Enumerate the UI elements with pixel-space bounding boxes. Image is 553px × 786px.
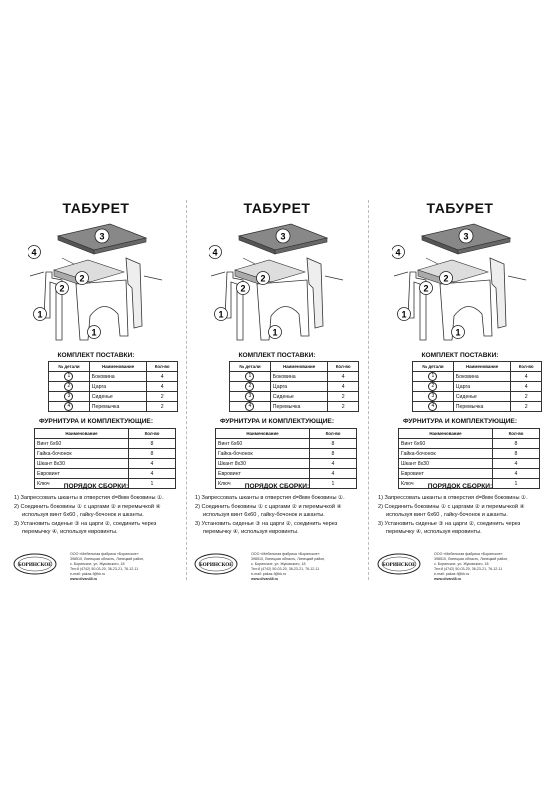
col-header: № детали (413, 362, 454, 372)
stool-assembly-drawing (28, 218, 168, 348)
hardware-name: Винт 6х60 (35, 439, 129, 449)
instruction-panel (8, 198, 184, 593)
table-row (399, 439, 540, 449)
assembly-step: используя винт 6х60 , гайку-бочонок и шканты. (22, 512, 144, 519)
table-row (35, 449, 176, 459)
hardware-qty: 8 (493, 449, 540, 459)
table-row (230, 382, 359, 392)
assembly-step: перемычку ④, используя евровинты. (203, 529, 299, 536)
company-line: 398510, Липецкая область, Липецкий район, (434, 557, 509, 561)
hardware-name: Евровинт (216, 469, 310, 479)
assembly-section-title: ПОРЯДОК СБОРКИ: (244, 483, 310, 490)
hardware-name: Винт 6х60 (399, 439, 493, 449)
hardware-name: Винт 6х60 (216, 439, 310, 449)
company-line: ООО «Мебельная фабрика «Боринское» (251, 552, 320, 556)
part-qty: 2 (511, 402, 542, 412)
col-header: Наименование (453, 362, 511, 372)
hardware-name: Гайка-бочонок (216, 449, 310, 459)
hardware-name: Шкант 8х30 (35, 459, 129, 469)
stool-assembly-drawing (392, 218, 532, 348)
part-name: Царга (89, 382, 147, 392)
part-name: Перемычка (453, 402, 511, 412)
hardware-section-title: ФУРНИТУРА И КОМПЛЕКТУЮЩИЕ: (38, 418, 154, 425)
assembly-step: перемычку ④, используя евровинты. (22, 529, 118, 536)
company-line: 398510, Липецкая область, Липецкий район, (70, 557, 145, 561)
table-row (413, 382, 542, 392)
assembly-step: используя винт 6х60 , гайку-бочонок и шканты. (203, 512, 325, 519)
website-link[interactable]: www.divan48.ru (70, 577, 98, 581)
hardware-name: Ключ (399, 479, 493, 489)
part-number: 4 (49, 402, 90, 412)
part-callout: 1 (37, 309, 43, 320)
logo-text: БОРИНСКОЕ (382, 562, 416, 568)
table-row (35, 469, 176, 479)
part-number: 3 (49, 392, 90, 402)
company-line: с. Боринское, ул. Жуковского, 18 (434, 562, 489, 566)
hardware-qty: 4 (493, 459, 540, 469)
hardware-table (34, 428, 176, 489)
table-row (230, 392, 359, 402)
assembly-section-title: ПОРЯДОК СБОРКИ: (63, 483, 129, 490)
logo-text: БОРИНСКОЕ (199, 562, 233, 568)
part-name: Царга (270, 382, 328, 392)
panel-divider (186, 200, 187, 580)
hardware-qty: 8 (129, 439, 176, 449)
table-row (413, 402, 542, 412)
company-line: e-mail: pakaz-f@bk.ru (70, 572, 106, 576)
hardware-name: Шкант 8х30 (216, 459, 310, 469)
hardware-name: Ключ (216, 479, 310, 489)
panel-title: ТАБУРЕТ (426, 200, 494, 216)
company-line: 398510, Липецкая область, Липецкий район, (251, 557, 326, 561)
website-link[interactable]: www.divan48.ru (434, 577, 462, 581)
assembly-step: 1) Запрессовать шканты в отверстия d=8мм боковины ①. (195, 495, 345, 501)
part-number: 1 (413, 372, 454, 382)
assembly-steps (195, 494, 365, 537)
part-number: 1 (49, 372, 90, 382)
col-header: Наименование (89, 362, 147, 372)
hardware-qty: 8 (310, 439, 357, 449)
manufacturer-footer (10, 550, 182, 580)
col-header: Кол-во (310, 429, 357, 439)
table-row (230, 402, 359, 412)
part-callout: 4 (212, 247, 218, 258)
col-header: Кол-во (147, 362, 178, 372)
parts-table (229, 361, 359, 412)
website-link[interactable]: www.divan48.ru (251, 577, 279, 581)
part-number: 2 (230, 382, 271, 392)
panel-divider (368, 200, 369, 580)
hardware-qty: 4 (129, 459, 176, 469)
parts-section-title: КОМПЛЕКТ ПОСТАВКИ: (421, 352, 499, 359)
panel-title: ТАБУРЕТ (243, 200, 311, 216)
part-number: 2 (49, 382, 90, 392)
part-callout: 3 (99, 231, 105, 242)
part-callout: 3 (463, 231, 469, 242)
manufacturer-footer (374, 550, 546, 580)
logo-text: БОРИНСКОЕ (18, 562, 52, 568)
part-number: 4 (413, 402, 454, 412)
hardware-table (215, 428, 357, 489)
part-callout: 1 (272, 327, 278, 338)
parts-section-title: КОМПЛЕКТ ПОСТАВКИ: (238, 352, 316, 359)
assembly-step: 2) Соединить боковины ① с царгами ② и перемычкой ④ (195, 503, 342, 510)
company-line: ООО «Мебельная фабрика «Боринское» (434, 552, 503, 556)
instruction-panel (189, 198, 365, 593)
table-row (399, 459, 540, 469)
table-row (35, 439, 176, 449)
brand-logo (376, 552, 422, 576)
part-callout: 1 (455, 327, 461, 338)
part-name: Боковина (453, 372, 511, 382)
part-name: Боковина (89, 372, 147, 382)
company-line: e-mail: pakaz-f@bk.ru (434, 572, 470, 576)
assembly-step: 1) Запрессовать шканты в отверстия d=8мм боковины ①. (378, 495, 528, 501)
hardware-name: Гайка-бочонок (399, 449, 493, 459)
assembly-step: 2) Соединить боковины ① с царгами ② и перемычкой ④ (378, 503, 525, 510)
assembly-steps (378, 494, 548, 537)
col-header: Наименование (35, 429, 129, 439)
assembly-steps (14, 494, 184, 537)
panel-title: ТАБУРЕТ (62, 200, 130, 216)
part-callout: 1 (401, 309, 407, 320)
part-qty: 4 (147, 372, 178, 382)
col-header: Кол-во (129, 429, 176, 439)
assembly-step: 2) Соединить боковины ① с царгами ② и перемычкой ④ (14, 503, 161, 510)
part-callout: 1 (91, 327, 97, 338)
table-row (216, 439, 357, 449)
hardware-qty: 1 (310, 479, 357, 489)
part-callout: 2 (443, 273, 449, 284)
company-line: e-mail: pakaz-f@bk.ru (251, 572, 287, 576)
part-callout: 3 (280, 231, 286, 242)
table-row (49, 372, 178, 382)
hardware-qty: 8 (129, 449, 176, 459)
part-callout: 2 (423, 283, 429, 294)
company-line: ООО «Мебельная фабрика «Боринское» (70, 552, 139, 556)
part-callout: 1 (218, 309, 224, 320)
part-qty: 4 (328, 382, 359, 392)
table-row (216, 469, 357, 479)
part-name: Перемычка (270, 402, 328, 412)
table-row (49, 402, 178, 412)
col-header: № детали (230, 362, 271, 372)
brand-logo (193, 552, 239, 576)
company-line: Тел:8 (4742) 50-03-20, 36-23-21, 76-12-11 (434, 567, 503, 571)
hardware-table (398, 428, 540, 489)
table-row (230, 372, 359, 382)
part-callout: 2 (260, 273, 266, 284)
part-callout: 2 (240, 283, 246, 294)
part-qty: 2 (328, 392, 359, 402)
manufacturer-footer (191, 550, 363, 580)
parts-table (48, 361, 178, 412)
col-header: Кол-во (493, 429, 540, 439)
table-row (413, 392, 542, 402)
part-callout: 2 (79, 273, 85, 284)
assembly-section-title: ПОРЯДОК СБОРКИ: (427, 483, 493, 490)
company-info (434, 552, 546, 582)
assembly-step: 3) Установить сиденье ③ на царги ②, соединить через (14, 520, 157, 527)
hardware-name: Ключ (35, 479, 129, 489)
part-name: Сиденье (453, 392, 511, 402)
part-number: 1 (230, 372, 271, 382)
col-header: Наименование (270, 362, 328, 372)
company-line: с. Боринское, ул. Жуковского, 18 (251, 562, 306, 566)
part-qty: 2 (511, 392, 542, 402)
hardware-qty: 4 (310, 469, 357, 479)
col-header: Кол-во (511, 362, 542, 372)
part-name: Боковина (270, 372, 328, 382)
part-name: Царга (453, 382, 511, 392)
company-info (251, 552, 363, 582)
table-row (49, 392, 178, 402)
company-line: Тел:8 (4742) 50-03-20, 36-23-21, 76-12-11 (251, 567, 320, 571)
table-row (399, 469, 540, 479)
company-line: Тел:8 (4742) 50-03-20, 36-23-21, 76-12-11 (70, 567, 139, 571)
table-row (49, 382, 178, 392)
assembly-step: 3) Установить сиденье ③ на царги ②, соединить через (195, 520, 338, 527)
part-callout: 4 (395, 247, 401, 258)
table-row (216, 459, 357, 469)
parts-section-title: КОМПЛЕКТ ПОСТАВКИ: (57, 352, 135, 359)
part-callout: 2 (59, 283, 65, 294)
hardware-name: Шкант 8х30 (399, 459, 493, 469)
hardware-qty: 8 (310, 449, 357, 459)
hardware-qty: 1 (129, 479, 176, 489)
hardware-section-title: ФУРНИТУРА И КОМПЛЕКТУЮЩИЕ: (219, 418, 335, 425)
hardware-qty: 8 (493, 439, 540, 449)
col-header: Наименование (216, 429, 310, 439)
hardware-section-title: ФУРНИТУРА И КОМПЛЕКТУЮЩИЕ: (402, 418, 518, 425)
hardware-name: Евровинт (399, 469, 493, 479)
parts-table (412, 361, 542, 412)
assembly-step: 3) Установить сиденье ③ на царги ②, соединить через (378, 520, 521, 527)
table-row (216, 449, 357, 459)
part-number: 2 (413, 382, 454, 392)
part-qty: 4 (147, 382, 178, 392)
assembly-step: 1) Запрессовать шканты в отверстия d=8мм боковины ①. (14, 495, 164, 501)
part-qty: 2 (147, 402, 178, 412)
part-qty: 2 (328, 402, 359, 412)
table-row (35, 459, 176, 469)
hardware-qty: 4 (129, 469, 176, 479)
part-name: Перемычка (89, 402, 147, 412)
col-header: № детали (49, 362, 90, 372)
brand-logo (12, 552, 58, 576)
col-header: Кол-во (328, 362, 359, 372)
instruction-panel (372, 198, 548, 593)
part-name: Сиденье (89, 392, 147, 402)
table-row (399, 449, 540, 459)
hardware-qty: 4 (310, 459, 357, 469)
company-info (70, 552, 182, 582)
hardware-qty: 4 (493, 469, 540, 479)
part-number: 3 (230, 392, 271, 402)
part-qty: 2 (147, 392, 178, 402)
assembly-step: перемычку ④, используя евровинты. (386, 529, 482, 536)
part-number: 3 (413, 392, 454, 402)
part-number: 4 (230, 402, 271, 412)
table-row (413, 372, 542, 382)
company-line: с. Боринское, ул. Жуковского, 18 (70, 562, 125, 566)
hardware-name: Евровинт (35, 469, 129, 479)
hardware-name: Гайка-бочонок (35, 449, 129, 459)
part-name: Сиденье (270, 392, 328, 402)
part-qty: 4 (511, 382, 542, 392)
hardware-qty: 1 (493, 479, 540, 489)
part-qty: 4 (511, 372, 542, 382)
col-header: Наименование (399, 429, 493, 439)
part-qty: 4 (328, 372, 359, 382)
part-callout: 4 (31, 247, 37, 258)
assembly-step: используя винт 6х60 , гайку-бочонок и шканты. (386, 512, 508, 519)
stool-assembly-drawing (209, 218, 349, 348)
